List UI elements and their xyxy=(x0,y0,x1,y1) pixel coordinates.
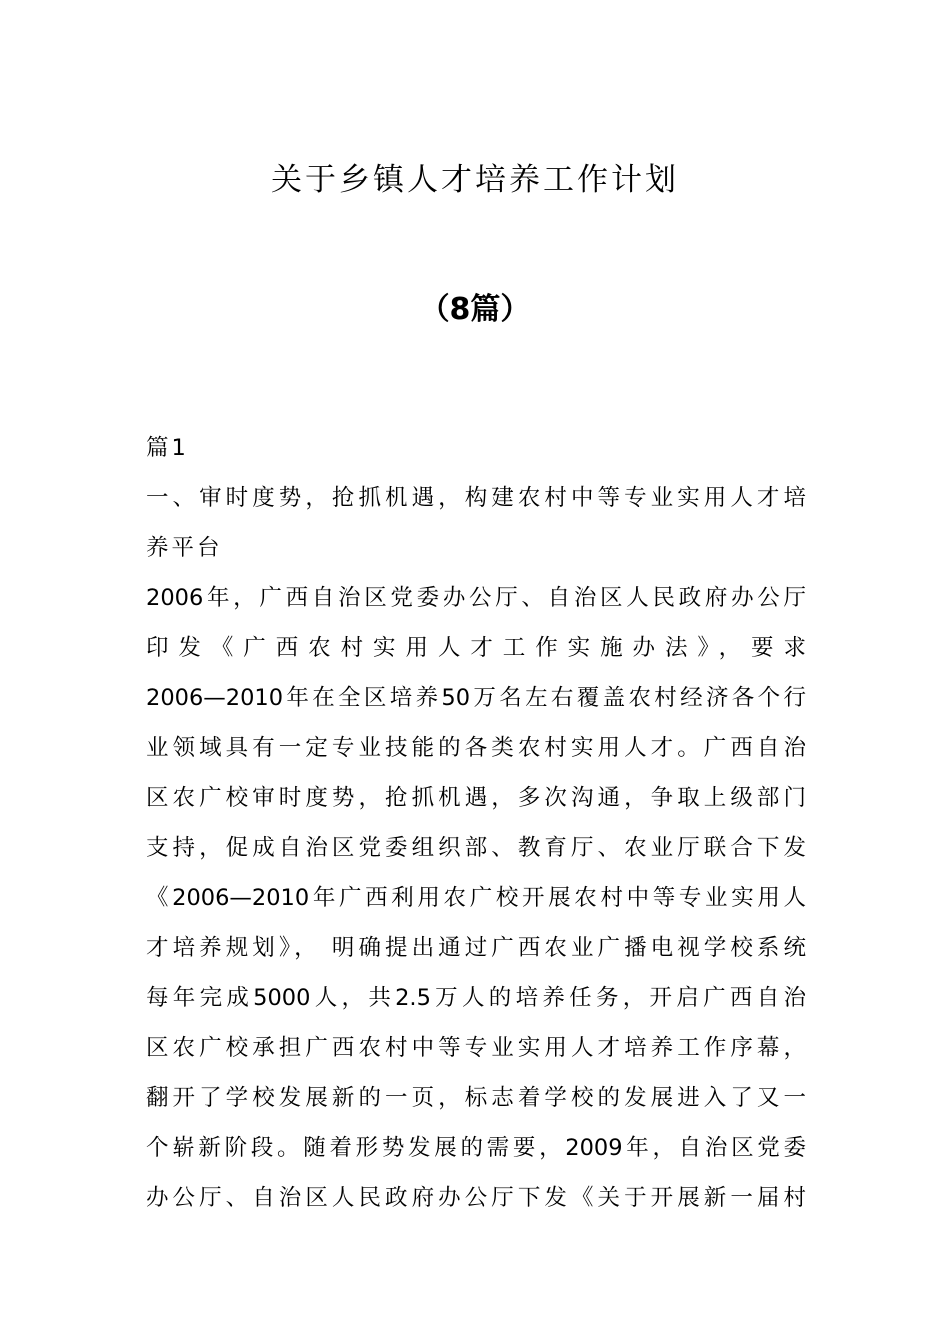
body-line: 翻开了学校发展新的一页，标志着学校的发展进入了又一 xyxy=(146,1085,806,1111)
body-line: 养平台 xyxy=(146,535,223,561)
body-line: 2006—2010年在全区培养50万名左右覆盖农村经济各个行 xyxy=(146,685,806,711)
body-line: 区农广校审时度势，抢抓机遇，多次沟通，争取上级部门 xyxy=(146,785,806,811)
body-line: 印发《广西农村实用人才工作实施办法》，要求 xyxy=(146,635,806,661)
section-label: 篇1 xyxy=(146,435,189,461)
body-line: 每年完成5000人，共2.5万人的培养任务，开启广西自治 xyxy=(146,985,806,1011)
body-line: 支持，促成自治区党委组织部、教育厅、农业厅联合下发 xyxy=(146,835,806,861)
body-line: 个崭新阶段。随着形势发展的需要，2009年，自治区党委 xyxy=(146,1135,806,1161)
document-body xyxy=(146,426,806,1226)
body-line: 办公厅、自治区人民政府办公厅下发《关于开展新一届村 xyxy=(146,1185,806,1211)
body-line: 业领域具有一定专业技能的各类农村实用人才。广西自治 xyxy=(146,735,806,761)
body-line: 才培养规划》， 明确提出通过广西农业广播电视学校系统 xyxy=(146,935,806,961)
body-line: 区农广校承担广西农村中等专业实用人才培养工作序幕， xyxy=(146,1035,806,1061)
document-title: 关于乡镇人才培养工作计划 xyxy=(271,162,679,198)
document-subtitle: （8篇） xyxy=(419,292,531,327)
body-line: 一、审时度势，抢抓机遇，构建农村中等专业实用人才培 xyxy=(146,485,806,511)
body-line: 《2006—2010年广西利用农广校开展农村中等专业实用人 xyxy=(146,885,806,911)
body-line: 2006年，广西自治区党委办公厅、自治区人民政府办公厅 xyxy=(146,585,806,611)
